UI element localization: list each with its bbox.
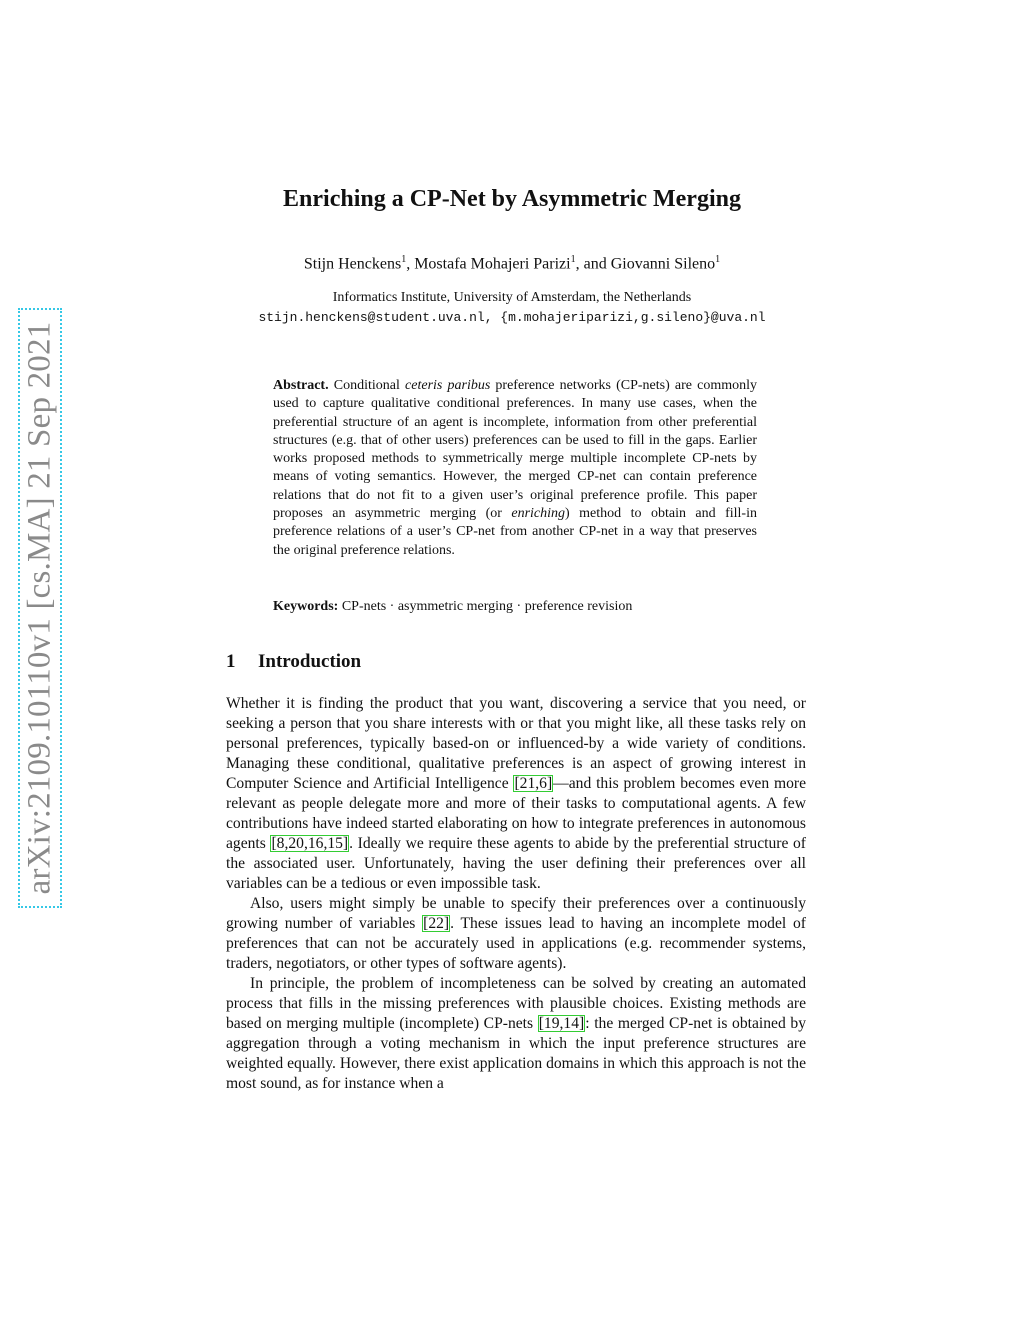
section-heading: [226, 651, 361, 673]
citation-link[interactable]: [21,6]: [514, 775, 553, 792]
abstract-emphasis: enriching: [511, 506, 566, 522]
keywords-label: Keywords:: [273, 599, 339, 614]
paragraph-text: Whether it is finding the product that you want, discovering a service that you need, or seeking a person that you share interests with or that you might like, all these tasks rely on personal preferences, typically based-on or influenced-by a wide variety of conditions. Managing these conditional, qualitative preferences is an aspect of growing interest in Computer Science and Artificial Intelligence: [226, 695, 806, 792]
author-affiliation-mark: 1: [715, 254, 721, 265]
author-emails: stijn.henckens@student.uva.nl, {m.mohajeriparizi,g.sileno}@uva.nl: [258, 310, 766, 325]
paragraph: [226, 894, 806, 974]
paragraph: [226, 974, 806, 1094]
paragraph: [226, 694, 806, 894]
author-affiliation-mark: 1: [570, 254, 576, 265]
paragraph-text: —and this problem becomes even more relevant as people delegate more and more of their tasks to computational agents. A few contributions have indeed started elaborating on how to integrate preferences in autonomous agents: [226, 775, 806, 852]
arxiv-identifier-stamp[interactable]: [18, 308, 62, 908]
arxiv-identifier-text: arXiv:2109.10110v1 [cs.MA] 21 Sep 2021: [21, 321, 58, 895]
paragraph-text: : the merged CP-net is obtained by aggregation through a voting mechanism in which the input preference structures are weighted equally. However, there exist application domains in which this approach is not the most sound, as for instance when a: [226, 1015, 806, 1092]
author-name: Giovanni Sileno: [610, 255, 716, 273]
author-list: [0, 254, 1024, 273]
keywords: [273, 598, 757, 616]
paragraph-text: Also, users might simply be unable to specify their preferences over a continuously growing number of variables: [226, 895, 806, 932]
abstract: [273, 377, 757, 560]
author-separator: ,: [406, 255, 415, 273]
affiliation: Informatics Institute, University of Amsterdam, the Netherlands: [332, 290, 692, 305]
abstract-text: preference networks (CP-nets) are commonly used to capture qualitative conditional preferences. In many use cases, when the preferential structure of an agent is incomplete, information from other preferential structures (e.g. that of other users) preferences can be used to fill in the gaps. Earlier works proposed methods to symmetrically merge multiple incomplete CP-nets by means of voting semantics. However, the merged CP-net can contain preference relations that do not fit to a given user’s original preference profile. This paper proposes an asymmetric merging (or: [273, 378, 758, 522]
abstract-text: ) method to obtain and fill-in preference relations of a user’s CP-net from another CP-net in a way that preserves the original preference relations.: [273, 506, 757, 558]
paragraph-text: . Ideally we require these agents to abide by the preferential structure of the associated user. Unfortunately, having the user defining their preferences over all variables can be a tedious or even impossible task.: [226, 835, 806, 892]
author-affiliation-mark: 1: [401, 254, 407, 265]
citation-link[interactable]: [8,20,16,15]: [271, 835, 349, 852]
abstract-text: Conditional: [333, 378, 406, 393]
paragraph-text: In principle, the problem of incompleteness can be solved by creating an automated process that fills in the missing preferences with plausible choices. Existing methods are based on merging multiple (incomplete) CP-nets: [226, 975, 806, 1032]
abstract-label: Abstract.: [273, 378, 329, 393]
author-separator: , and: [575, 255, 611, 273]
paper-title: Enriching a CP-Net by Asymmetric Merging: [283, 186, 741, 212]
section-title: Introduction: [258, 651, 362, 672]
author-name: Mostafa Mohajeri Parizi: [414, 255, 571, 273]
abstract-emphasis: ceteris paribus: [405, 378, 491, 393]
paragraph-text: . These issues lead to having an incomplete model of preferences that can not be accurately used in applications (e.g. recommender systems, traders, negotiators, or other types of software agents).: [226, 915, 806, 972]
citation-link[interactable]: [19,14]: [538, 1015, 585, 1032]
section-number: 1: [226, 651, 236, 672]
keywords-text: CP-nets · asymmetric merging · preference revision: [341, 599, 633, 614]
author-name: Stijn Henckens: [303, 255, 402, 273]
introduction-body: [226, 694, 806, 1094]
citation-link[interactable]: [22]: [423, 915, 450, 932]
